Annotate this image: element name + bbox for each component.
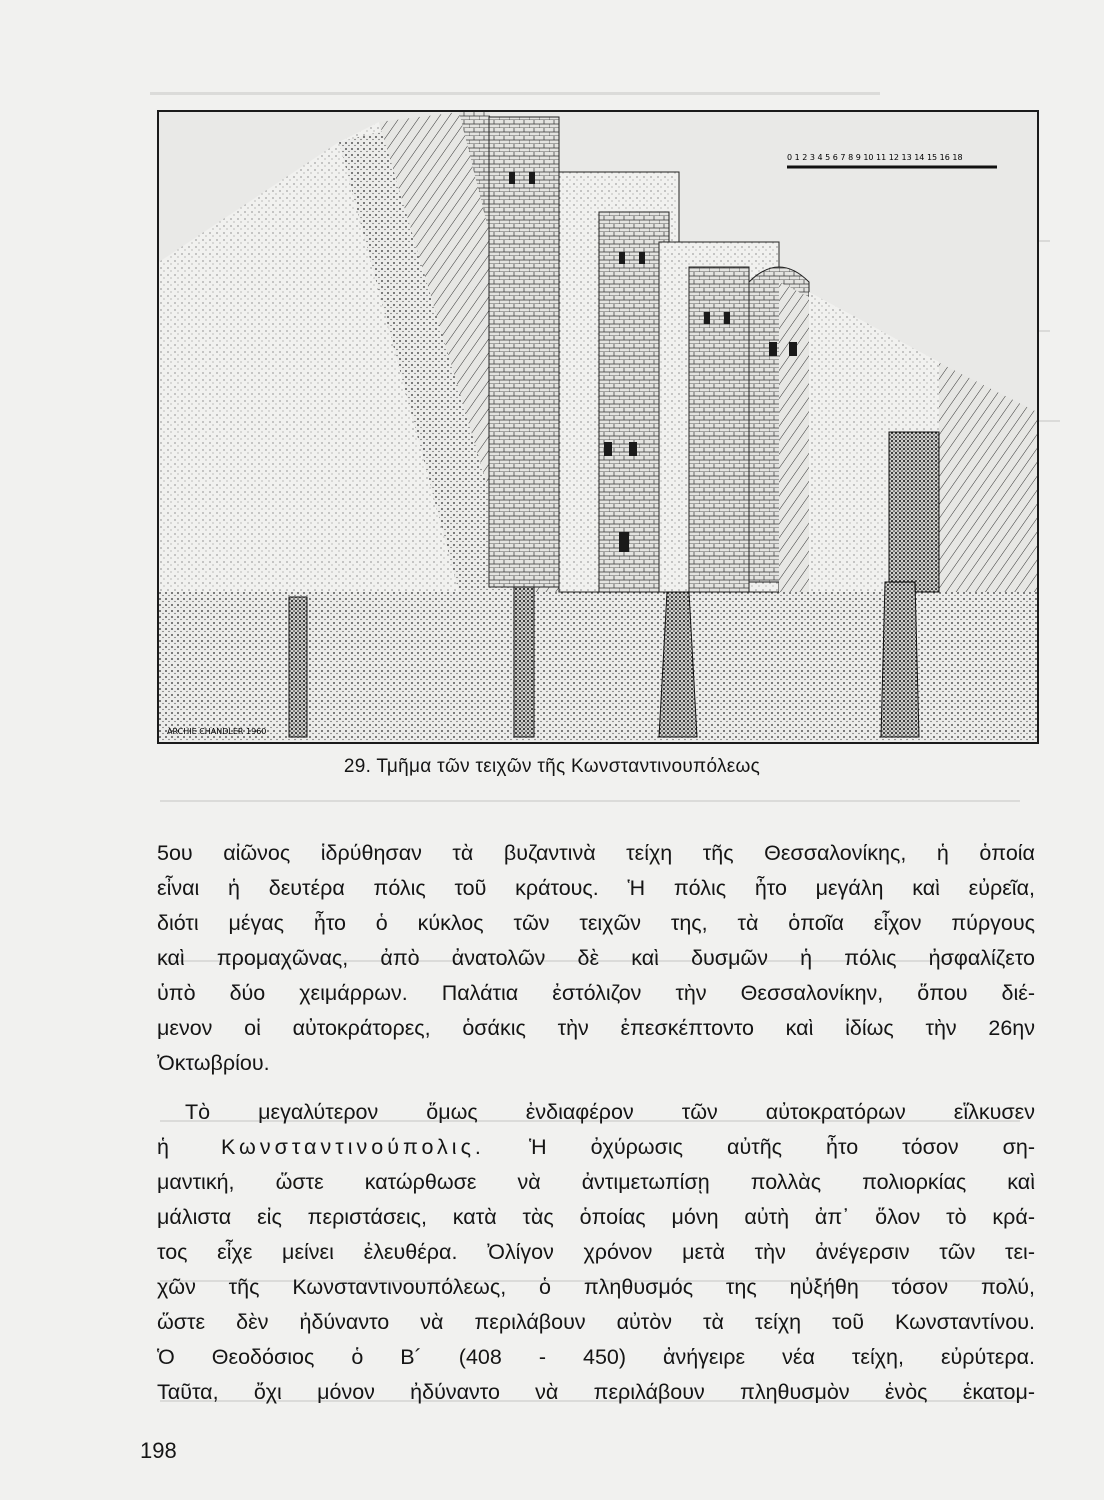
text-line — [157, 1130, 1035, 1165]
text-line: διότι μέγας ἦτο ὁ κύκλος τῶν τειχῶν της, τὰ ὁποῖα εἶχον πύργους — [157, 911, 1035, 935]
text-line: 5ου αἰῶνος ἱδρύθησαν τὰ βυζαντινὰ τείχη τῆς Θεσσαλονίκης, ἡ ὁποία — [157, 841, 1035, 865]
paragraph-1 — [157, 836, 1035, 1081]
text-fragment: Ἡ ὀχύρωσις αὐτῆς ἦτο τόσον ση- — [528, 1135, 1035, 1159]
text-line: ὥστε δὲν ἠδύναντο νὰ περιλάβουν αὐτὸν τὰ τείχη τοῦ Κωνσταντίνου. — [157, 1310, 1035, 1334]
page-number: 198 — [140, 1438, 177, 1463]
text-line: χῶν τῆς Κωνσταντινουπόλεως, ὁ πληθυσμός της ηὐξήθη τόσον πολύ, — [157, 1275, 1035, 1299]
text-line: Ὁ Θεοδόσιος ὁ Β´ (408 - 450) ἀνήγειρε νέα τείχη, εὐρύτερα. — [157, 1345, 1035, 1369]
figure-caption: 29. Τμῆμα τῶν τειχῶν τῆς Κωνσταντινουπόλεως — [343, 756, 761, 777]
text-line: εἶναι ἡ δευτέρα πόλις τοῦ κράτους. Ἡ πόλις ἦτο μεγάλη καὶ εὐρεῖα, — [157, 876, 1035, 900]
paragraph-2 — [157, 1095, 1035, 1410]
artist-signature: ARCHIE CHANDLER 1960 — [167, 727, 267, 736]
text-line: ὑπὸ δύο χειμάρρων. Παλάτια ἐστόλιζον τὴν Θεσσαλονίκην, ὅπου διέ- — [157, 981, 1035, 1005]
scale-labels: 0 1 2 3 4 5 6 7 8 9 10 11 12 13 14 15 16 18 — [787, 153, 963, 162]
spaced-title: ἡ Κωνσταντινούπολις. — [157, 1135, 485, 1159]
text-line: μαντική, ὥστε κατώρθωσε νὰ ἀντιμετωπίσῃ πολλὰς πολιορκίας καὶ — [157, 1170, 1035, 1194]
text-line: τος εἶχε μείνει ἐλευθέρα. Ὀλίγον χρόνον μετὰ τὴν ἀνέγερσιν τῶν τει- — [157, 1240, 1035, 1264]
text-line: μάλιστα εἰς περιστάσεις, κατὰ τὰς ὁποίας μόνη αὐτὴ ἀπ᾽ ὅλον τὸ κρά- — [157, 1205, 1035, 1229]
text-line: μενον οἱ αὐτοκράτορες, ὁσάκις τὴν ἐπεσκέπτοντο καὶ ἰδίως τὴν 26ην — [157, 1016, 1035, 1040]
body-text — [157, 836, 1035, 1410]
wall-illustration — [157, 110, 1039, 744]
text-line: Ταῦτα, ὄχι μόνον ἠδύναντο νὰ περιλάβουν πληθυσμὸν ἑνὸς ἑκατομ- — [157, 1380, 1035, 1404]
text-line: καὶ προμαχῶνας, ἀπὸ ἀνατολῶν δὲ καὶ δυσμῶν ἡ πόλις ἠσφαλίζετο — [157, 946, 1035, 970]
text-line: Ὀκτωβρίου. — [157, 1051, 270, 1075]
text-line: Τὸ μεγαλύτερον ὅμως ἐνδιαφέρον τῶν αὐτοκρατόρων εἵλκυσεν — [185, 1100, 1035, 1124]
